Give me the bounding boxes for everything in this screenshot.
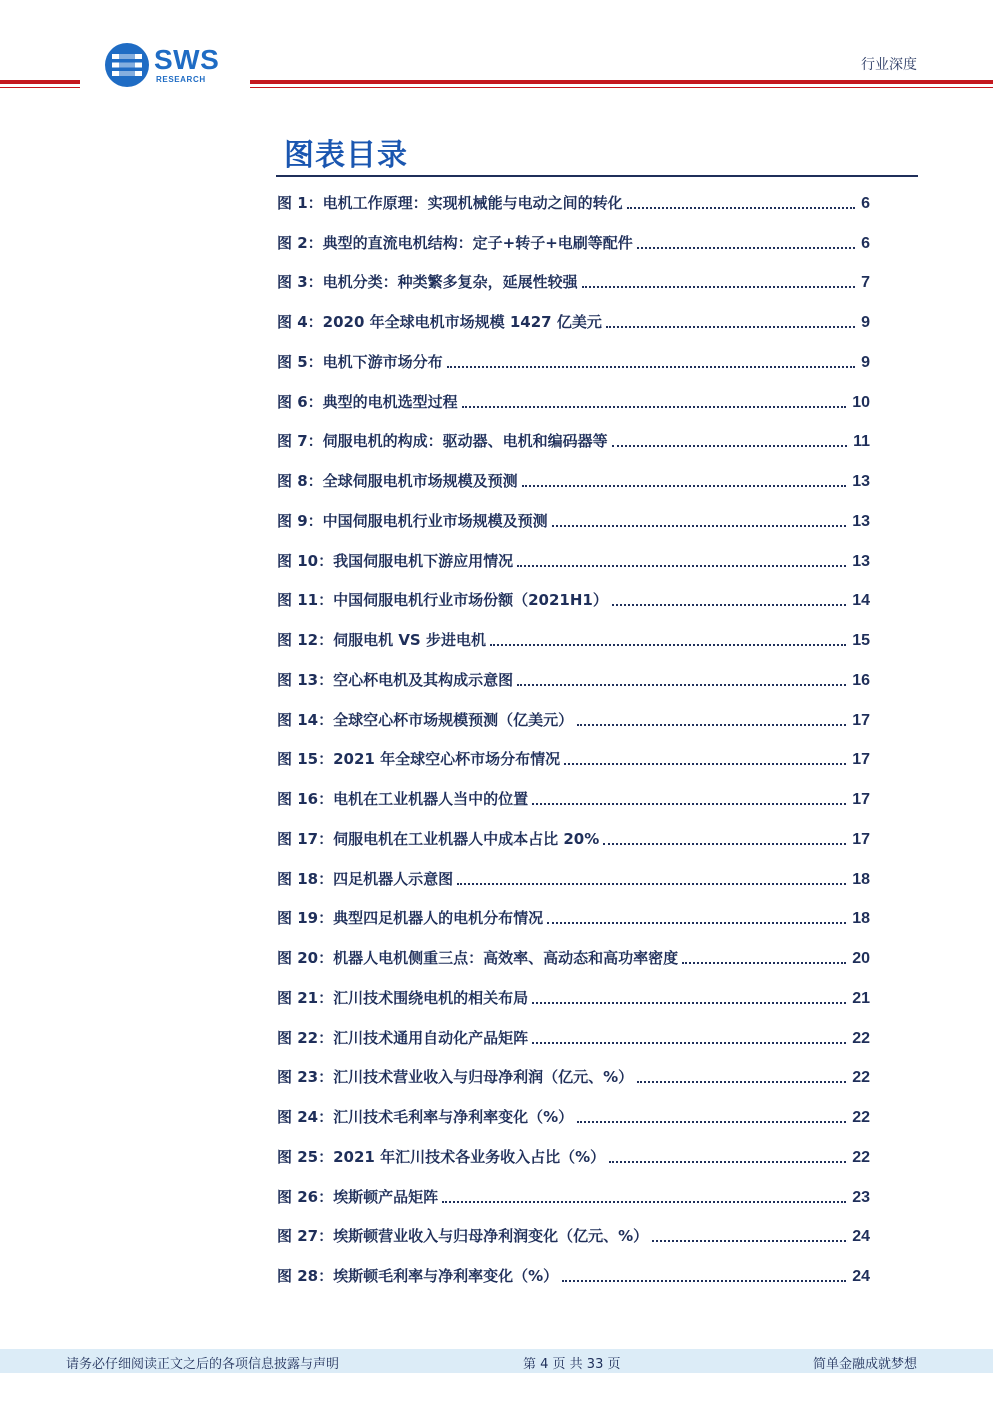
toc-dot-leader [462, 406, 847, 408]
toc-entry-label[interactable]: 图 15：2021 年全球空心杯市场分布情况 [277, 750, 561, 769]
logo-subtext: RESEARCH [156, 75, 206, 84]
toc-entry-label[interactable]: 图 4：2020 年全球电机市场规模 1427 亿美元 [277, 313, 602, 331]
footer-slogan: 简单金融成就梦想 [812, 1357, 917, 1372]
footer-disclaimer: 请务必仔细阅读正文之后的各项信息披露与声明 [66, 1357, 340, 1372]
toc-entry-page[interactable]: 11 [853, 433, 870, 451]
toc-dot-leader [637, 1081, 846, 1083]
toc-dot-leader [652, 1240, 846, 1242]
toc-entry-label[interactable]: 图 23：汇川技术营业收入与归母净利润（亿元、%） [277, 1068, 634, 1087]
toc-dot-leader [532, 1002, 846, 1004]
toc-dot-leader [522, 485, 847, 487]
toc-entry-page[interactable]: 6 [861, 194, 870, 212]
toc-dot-leader [532, 1042, 846, 1044]
toc-entry-page[interactable]: 24 [852, 1228, 870, 1246]
toc-dot-leader [457, 883, 846, 885]
toc-entry[interactable] [277, 860, 870, 900]
toc-entry[interactable] [277, 224, 870, 264]
toc-entry-label[interactable]: 图 20：机器人电机侧重三点：高效率、高动态和高功率密度 [277, 949, 679, 967]
toc-entry-page[interactable]: 13 [852, 473, 870, 490]
toc-entry-page[interactable]: 13 [852, 512, 870, 530]
toc-entry-label[interactable]: 图 24：汇川技术毛利率与净利率变化（%） [277, 1108, 574, 1126]
sws-logo [104, 42, 234, 88]
toc-entry-page[interactable]: 9 [861, 314, 870, 331]
toc-entry[interactable] [277, 502, 870, 542]
toc-dot-leader [564, 763, 846, 765]
toc-entry[interactable] [277, 383, 870, 423]
toc-entry-label[interactable]: 图 13：空心杯电机及其构成示意图 [277, 670, 514, 689]
toc-entry[interactable] [277, 701, 870, 741]
toc-entry-page[interactable]: 22 [852, 1029, 870, 1047]
toc-entry-page[interactable]: 20 [852, 950, 870, 967]
toc-dot-leader [562, 1280, 846, 1282]
toc-entry[interactable] [277, 1178, 870, 1218]
toc-entry[interactable] [277, 264, 870, 304]
toc-entry-label[interactable]: 图 11：中国伺服电机行业市场份额（2021H1） [277, 591, 608, 610]
toc-entry[interactable] [277, 939, 870, 979]
toc-dot-leader [577, 724, 846, 726]
toc-entry[interactable] [277, 1138, 870, 1178]
toc-entry[interactable] [277, 979, 870, 1019]
toc-entry-page[interactable]: 15 [852, 632, 870, 649]
toc-entry[interactable] [277, 1019, 870, 1059]
toc-entry-label[interactable]: 图 10：我国伺服电机下游应用情况 [277, 551, 514, 570]
header-rule-right [250, 80, 993, 84]
toc-entry-label[interactable]: 图 28：埃斯顿毛利率与净利率变化（%） [277, 1267, 559, 1285]
toc-entry-page[interactable]: 6 [861, 234, 870, 252]
toc-entry[interactable] [277, 621, 870, 661]
toc-entry-page[interactable]: 24 [852, 1268, 870, 1285]
section-label: 行业深度 [861, 57, 917, 73]
toc-entry[interactable] [277, 741, 870, 781]
toc-entry-label[interactable]: 图 3：电机分类：种类繁多复杂，延展性较强 [277, 273, 578, 292]
toc-entry-label[interactable]: 图 21：汇川技术围绕电机的相关布局 [277, 988, 529, 1007]
title-divider [276, 175, 918, 177]
toc-entry[interactable] [277, 780, 870, 820]
toc-dot-leader [609, 1161, 846, 1163]
toc-entry-page[interactable]: 17 [852, 711, 870, 729]
toc-entry-label[interactable]: 图 14：全球空心杯市场规模预测（亿美元） [277, 710, 574, 729]
toc-entry[interactable] [277, 820, 870, 860]
toc-entry[interactable] [277, 542, 870, 582]
toc-entry-label[interactable]: 图 9：中国伺服电机行业市场规模及预测 [277, 511, 548, 530]
footer-page-number: 第 4 页 共 33 页 [523, 1357, 621, 1372]
toc-entry-label[interactable]: 图 18：四足机器人示意图 [277, 869, 454, 888]
logo-text: SWS [154, 44, 220, 75]
sws-logo-mark-icon [104, 42, 150, 88]
toc-entry-page[interactable]: 17 [852, 751, 870, 769]
toc-dot-leader [637, 247, 855, 249]
toc-dot-leader [442, 1201, 846, 1203]
toc-entry-label[interactable]: 图 5：电机下游市场分布 [277, 352, 443, 371]
page-title: 图表目录 [284, 138, 408, 173]
toc-entry[interactable] [277, 303, 870, 343]
toc-dot-leader [606, 326, 855, 328]
toc-entry-label[interactable]: 图 7：伺服电机的构成：驱动器、电机和编码器等 [277, 432, 608, 451]
page-footer [0, 1349, 993, 1373]
toc-entry-page[interactable]: 22 [852, 1069, 870, 1087]
toc-entry-label[interactable]: 图 19：典型四足机器人的电机分布情况 [277, 909, 544, 928]
toc-dot-leader [627, 207, 855, 209]
toc-dot-leader [682, 962, 846, 964]
toc-entry-label[interactable]: 图 1：电机工作原理：实现机械能与电动之间的转化 [277, 193, 623, 212]
toc-entry-page[interactable]: 22 [852, 1148, 870, 1166]
toc-entry-page[interactable]: 9 [861, 353, 870, 371]
toc-dot-leader [517, 565, 846, 567]
toc-entry-page[interactable]: 22 [852, 1109, 870, 1126]
header-rule-left-thin [0, 87, 80, 88]
toc-dot-leader [603, 843, 846, 845]
toc-entry-label[interactable]: 图 17：伺服电机在工业机器人中成本占比 20% [277, 829, 600, 848]
toc-dot-leader [582, 286, 855, 288]
toc-entry-label[interactable]: 图 6：典型的电机选型过程 [277, 392, 458, 411]
toc-dot-leader [612, 604, 846, 606]
toc-dot-leader [532, 803, 846, 805]
toc-dot-leader [490, 644, 846, 646]
header-rule-right-thin [250, 87, 993, 88]
toc-dot-leader [447, 366, 855, 368]
toc-entry[interactable] [277, 1257, 870, 1297]
toc-entry[interactable] [277, 582, 870, 622]
toc-entry-page[interactable]: 23 [852, 1188, 870, 1206]
toc-dot-leader [517, 684, 846, 686]
toc-entry[interactable] [277, 423, 870, 463]
toc-entry[interactable] [277, 661, 870, 701]
toc-dot-leader [552, 525, 847, 527]
toc-dot-leader [612, 445, 847, 447]
toc-entry-page[interactable]: 17 [852, 830, 870, 848]
toc-entry-label[interactable]: 图 27：埃斯顿营业收入与归母净利润变化（亿元、%） [277, 1227, 649, 1246]
toc-entry[interactable] [277, 462, 870, 502]
toc-entry[interactable] [277, 1059, 870, 1099]
toc-entry[interactable] [277, 900, 870, 940]
toc-entry-label[interactable]: 图 16：电机在工业机器人当中的位置 [277, 790, 529, 808]
toc-dot-leader [547, 922, 846, 924]
toc-entry[interactable] [277, 343, 870, 383]
toc-entry-page[interactable]: 7 [861, 274, 870, 292]
header-rule-left [0, 80, 80, 84]
toc-entry[interactable] [277, 1098, 870, 1138]
toc-entry-page[interactable]: 21 [852, 989, 870, 1007]
toc-entry-page[interactable]: 17 [852, 791, 870, 808]
toc-entry[interactable] [277, 1218, 870, 1258]
toc-entry-label[interactable]: 图 22：汇川技术通用自动化产品矩阵 [277, 1028, 529, 1047]
toc-entry-label[interactable]: 图 2：典型的直流电机结构：定子+转子+电刷等配件 [277, 233, 633, 252]
toc-dot-leader [577, 1121, 846, 1123]
toc-entry-page[interactable]: 16 [852, 671, 870, 689]
toc-entry-label[interactable]: 图 12：伺服电机 VS 步进电机 [277, 631, 486, 649]
toc-entry-label[interactable]: 图 26：埃斯顿产品矩阵 [277, 1187, 439, 1206]
toc-entry-label[interactable]: 图 25：2021 年汇川技术各业务收入占比（%） [277, 1147, 606, 1166]
toc-entry[interactable] [277, 184, 870, 224]
toc-entry-page[interactable]: 10 [852, 393, 870, 411]
toc-entry-page[interactable]: 18 [852, 910, 870, 928]
toc-entry-page[interactable]: 13 [852, 552, 870, 570]
toc-entry-page[interactable]: 14 [852, 592, 870, 610]
toc-entry-label[interactable]: 图 8：全球伺服电机市场规模及预测 [277, 472, 518, 490]
figure-toc-list [277, 184, 870, 1297]
toc-entry-page[interactable]: 18 [852, 870, 870, 888]
